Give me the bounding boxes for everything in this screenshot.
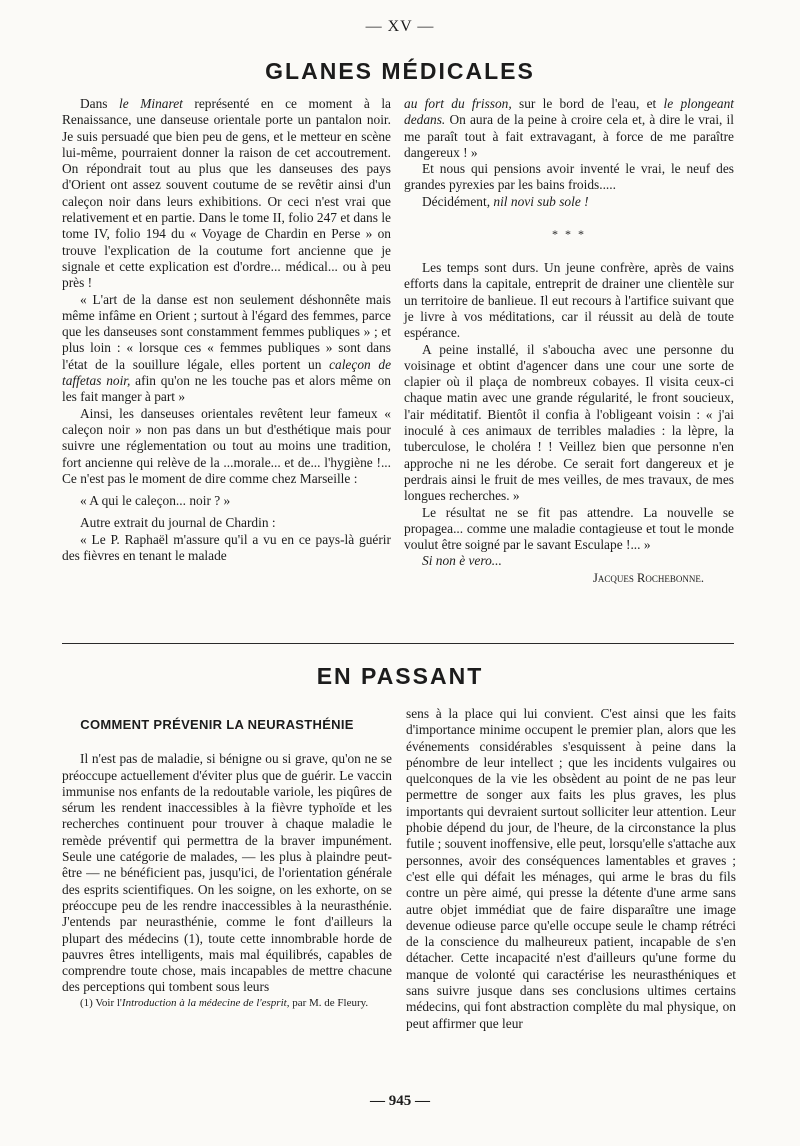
text: sur le bord de l'eau, et [511,96,664,111]
text: « L'art de la danse est non seulement déshonnête mais même infâme en Orient ; surtout à l'égard des femmes, parce que les danseuses sont constamment femmes publiques » ; et plus loin : « lorsque ces « femmes publiques » sont dans l'état de la souillure légale, elles portent un [62,291,391,372]
quote-paragraph: « Le P. Raphaël m'assure qu'il a vu en ce pays-là guérir des fièvres en tenant le malade [62,531,391,564]
article-title-glanes-medicales: GLANES MÉDICALES [265,58,535,84]
article1-right-column [404,96,734,586]
section-separator-asterism: * * * [552,227,586,242]
section-subheading: COMMENT PRÉVENIR LA NEURASTHÉNIE [80,717,354,732]
paragraph [62,96,391,292]
italic-text: Introduction à la médecine de l'esprit, [121,996,290,1009]
closing-italic [404,553,734,569]
paragraph: Et nous qui pensions avoir inventé le vrai, le neuf des grandes pyrexies par les bains froids..... [404,161,734,193]
text: Dans [80,96,120,111]
paragraph [62,292,391,406]
page-number: — 945 — [370,1093,430,1109]
text: On aura de la peine à croire cela et, à dire le vrai, il me paraît tout à fait extravagant, à force de me paraître dangereux ! » [404,112,734,160]
text: représenté en ce moment à la Renaissance, une danseuse orientale porte un pantalon noir. Je suis persuadé que bien peu de gens, et le metteur en scène lui-même, pourraient donner la raison de cet accoutrement. On répondrait tout au plus que les danseuses des pays d'Orient ont assez souvent coutume de se revêtir ainsi d'un caleçon noir dans leurs exhibitions. Or ceci n'est vrai que relativement et en partie. Dans le tome II, folio 247 et dans le tome IV, folio 194 du « Voyage de Chardin en Perse » on trouve l'explication de la coutume fort ancienne que je signale et cette explication est d'ordre... médical... ou à peu près ! [62,96,392,291]
italic-text: au fort du frisson, [404,96,512,111]
paragraph [404,96,734,161]
text: Décidément, [422,193,494,209]
italic-text: nil novi sub sole ! [493,193,589,209]
paragraph: A peine installé, il s'aboucha avec une personne du voisinage et obtint d'agencer dans une cour une sorte de clapier où il plaça de nombreux cobayes. Il visita ceux-ci chaque matin avec une grande régularité, le front soucieux, l'air méditatif. Bientôt il confia à l'obligeant voisin : « j'ai inoculé à ces animaux de terribles maladies : la lèpre, la tuberculose, le choléra ! ! Veillez bien que personne n'en approche ni ne les dérobe. Ce serait fort dangereux et je perdrais ainsi le fruit de mes veilles, de mes travaux, de mes longues recherches. » [404,341,734,504]
italic-text: le plongeant dedans. [404,96,734,128]
text: afin qu'on ne les touche pas et alors même on les fait manger à part » [62,373,391,405]
article-title-en-passant: EN PASSANT [316,663,484,689]
italic-text: le Minaret [119,96,183,111]
italic-text: caleçon de taffetas noir, [62,356,392,389]
paragraph: Autre extrait du journal de Chardin : [80,515,276,531]
paragraph: Ainsi, les danseuses orientales revêtent leur fameux « caleçon noir » non pas dans un but d'esthétique mais pour suivre une réglementation ou tout au moins une tradition, fort ancienne qui relève de la ...morale... et de... l'hygiène !... Ce n'est pas le moment de dire comme chez Marseille : [62,405,391,486]
article2-right-column [406,706,736,1032]
text: (1) Voir l' [80,996,122,1009]
paragraph: Les temps sont durs. Un jeune confrère, après de vains efforts dans la capitale, entreprit de drainer une clientèle sur un territoire de banlieue. Il eut recours à l'artifice suivant que je livre à vos méditations, car il réussit au delà de toute espérance. [404,260,734,341]
article2-left-column [62,717,392,1010]
paragraph: Il n'est pas de maladie, si bénigne ou si grave, qu'on ne se préoccupe actuellement d'éviter plus que de guérir. Le vaccin immunise nos enfants de la redoutable variole, les piqûres de sérum les rendent inaccessibles à la fièvre typhoïde et les recherches continuent pour trouver à chaque maladie le remède préventif qui permettra de la braver impunément. Seule une catégorie de malades, — les plus à plaindre peut-être — ne bénéficient pas, jusqu'ici, de l'orientation générale des esprits scientifiques. On les soigne, on les exhorte, on se préoccupe peu de les rendre inaccessibles à la neurasthénie. J'entends par neurasthénie, comme le font d'ailleurs la plupart des médecins (1), toute cette innombrable horde de pauvres êtres intelligents, mais mal équilibrés, capables de comprendre toute chose, mais incapables de mettre chacune des perceptions qui tombent sous leurs [62,751,392,995]
quote-line: « A qui le caleçon... noir ? » [80,493,231,509]
text: par M. de Fleury. [289,996,369,1009]
italic-text: Si non è vero... [422,553,502,569]
footnote [62,996,392,1010]
section-divider [62,643,734,644]
author-signature: Jacques Rochebonne. [593,570,704,585]
paragraph [404,194,734,210]
article1-left-column [62,96,391,564]
page-marker-top: — XV — [365,18,435,35]
paragraph: Le résultat ne se fit pas attendre. La nouvelle se propagea... comme une maladie contagieuse et tout le monde voulut être soigné par le savant Esculape !... » [404,504,734,553]
paragraph: sens à la place qui lui convient. C'est ainsi que les faits d'importance minime occupent le premier plan, alors que les événements considérables s'esquissent à peine dans la pénombre de leur intellect ; que les incidents vulgaires ou quelconques de la vie les obsèdent au point de ne pas leur permettre de songer aux faits les plus graves, les plus importants qui devraient surtout solliciter leur attention. Leur phobie dépend du jour, de l'heure, de la circonstance la plus futile ; souvent inoffensive, elle peut, lorsqu'elle s'attache aux personnes, avoir des conséquences lamentables et graves ; c'est elle qui défait les ménages, qui arme le bras du fils contre un père aimé, qui presse la détente d'une arme sans autre objet immédiat que de faire disparaître une image devenue odieuse parce qu'elle occupe seule le champ rétréci de la conscience du malheureux patient, incapable de s'en détacher. Cette incapacité n'est d'ailleurs qu'une forme du manque de volonté qui caractérise les neurasthéniques et sans suivre jusque dans ses conclusions ultimes certains médecins, qui font abstraction complète du mal physique, on peut affirmer que leur [406,706,736,1031]
